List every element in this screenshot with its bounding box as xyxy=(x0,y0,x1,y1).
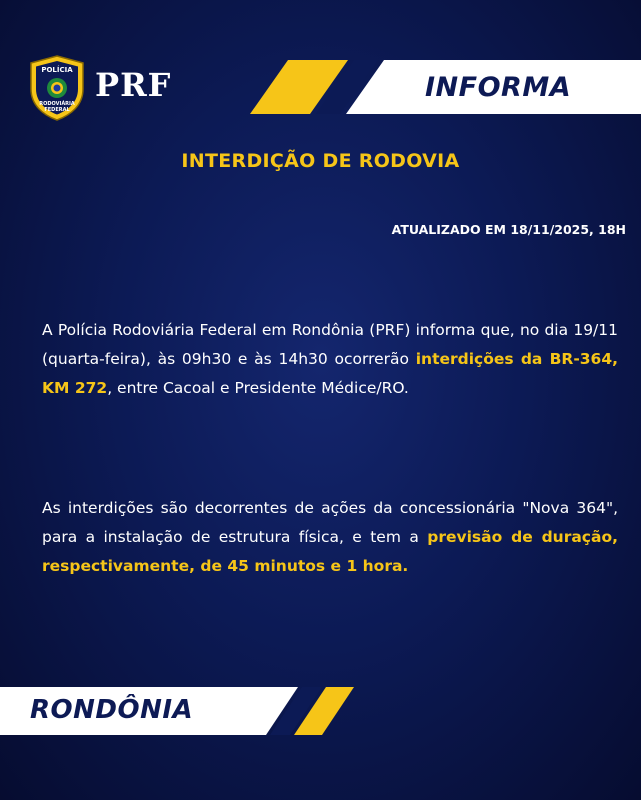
page-title: INTERDIÇÃO DE RODOVIA xyxy=(181,150,460,172)
banner-label-rondonia: RONDÔNIA xyxy=(30,695,194,725)
banner-label-informa: INFORMA xyxy=(425,72,572,103)
badge-text-bottom: FEDERAL xyxy=(44,107,70,113)
prf-badge-logo xyxy=(28,55,86,121)
brand-title: PRF xyxy=(95,66,172,104)
badge-text-top: POLÍCIA xyxy=(41,66,73,74)
badge-text-mid: RODOVIÁRIA xyxy=(39,101,75,107)
paragraph-notice-highlight: interdições da BR-364, KM 272 xyxy=(42,350,619,397)
paragraph-reason xyxy=(42,494,618,581)
informa-banner xyxy=(250,60,641,114)
paragraph-notice-text-b: , entre Cacoal e Presidente Médice/RO. xyxy=(107,379,409,397)
paragraph-reason-text-a: As interdições são decorrentes de ações da concessionária "Nova 364", para a instalação de estrutura física, e tem a xyxy=(42,499,618,546)
paragraph-reason-highlight: previsão de duração, respectivamente, de 45 minutos e 1 hora. xyxy=(42,528,618,575)
updated-timestamp: ATUALIZADO EM 18/11/2025, 18H xyxy=(391,222,626,237)
paragraph-notice xyxy=(42,316,618,403)
rondonia-banner xyxy=(0,687,360,735)
paragraph-notice-text-a: A Polícia Rodoviária Federal em Rondônia (PRF) informa que, no dia 19/11 (quarta-feira), às 09h30 e às 14h30 ocorrerão xyxy=(42,321,618,368)
